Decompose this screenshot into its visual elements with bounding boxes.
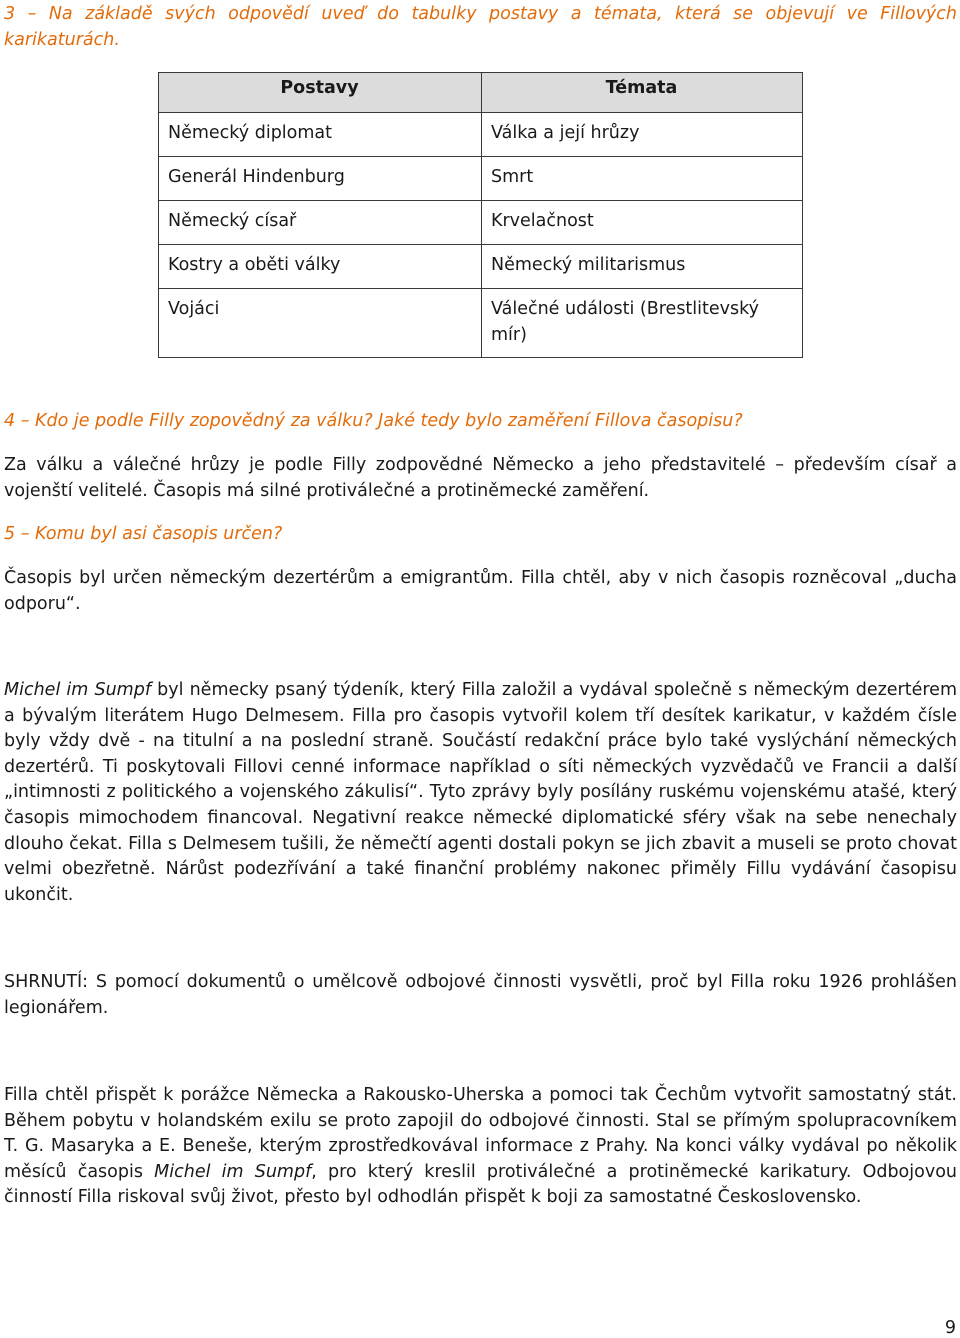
table-cell: Generál Hindenburg: [159, 157, 482, 201]
summary-text-1: Filla chtěl přispět k porážce Německa a Rakousko-Uherska a pomoci tak Čechům vytvořit samostatný stát. Během pobytu v holandském exilu se proto zapojil do odbojové činnosti. Stal se přímým spolupracovníkem T. G. Masaryka a E. Beneše, kterým zprostředkovával informace z Prahy. Na konci války vydával po několik měsíců časopis: [4, 1085, 957, 1182]
table-cell: Kostry a oběti války: [159, 245, 482, 289]
answer-4: Za válku a válečné hrůzy je podle Filly zodpovědné Německo a jeho představitelé – především císař a vojenští velitelé. Časopis má silné protiválečné a protiněmecké zaměření.: [4, 455, 957, 501]
table-cell: Německý císař: [159, 201, 482, 245]
table-cell: Válečné události (Brestlitevský mír): [482, 289, 803, 358]
table-row: [159, 201, 803, 245]
table-cell: Smrt: [482, 157, 803, 201]
michel-text: byl německy psaný týdeník, který Filla založil a vydával společně s německým dezertérem a bývalým literátem Hugo Delmesem. Filla pro časopis vytvořil kolem tří desítek karikatur, v každém čísle byly vždy dvě - na titulní a na poslední straně. Součástí redakční práce bylo také vyslýchání německých dezertérů. Ti poskytovali Fillovi cenné informace například o síti německých vyzvědačů ve Francii a další „intimnosti z politického a vojenského zákulisí“. Tyto zprávy byly posílány ruskému vojenskému atašé, který časopis mimochodem financoval. Negativní reakce německé diplomatické sféry však na sebe nenechaly dlouho čekat. Filla s Delmesem tušili, že němečtí agenti dostali pokyn se jich zbavit a museli se proto chovat velmi obezřetně. Nárůst podezřívání a také finanční problémy nakonec přiměly Fillu vydávání časopisu ukončit.: [4, 680, 957, 905]
table-row: [159, 157, 803, 201]
michel-paragraph: [4, 678, 957, 908]
table-cell: Válka a její hrůzy: [482, 113, 803, 157]
table-cell: Německý diplomat: [159, 113, 482, 157]
magazine-title: Michel im Sumpf: [154, 1161, 312, 1182]
answer-5: Časopis byl určen německým dezertérům a emigrantům. Filla chtěl, aby v nich časopis rozněcoval „ducha odporu“.: [4, 568, 957, 614]
summary-answer: [4, 1083, 957, 1211]
table-header-characters: Postavy: [159, 73, 482, 113]
characters-themes-table: [158, 72, 803, 358]
table-header-themes: Témata: [482, 73, 803, 113]
summary-task: SHRNUTÍ: S pomocí dokumentů o umělcově odbojové činnosti vysvětli, proč byl Filla roku 1926 prohlášen legionářem.: [4, 972, 957, 1018]
table-cell: Vojáci: [159, 289, 482, 358]
table-row: [159, 113, 803, 157]
table-row: [159, 245, 803, 289]
table-cell: Krvelačnost: [482, 201, 803, 245]
question-3: 3 – Na základě svých odpovědí uveď do tabulky postavy a témata, která se objevují ve Fillových karikaturách.: [4, 4, 957, 50]
page-number: 9: [944, 1318, 956, 1338]
table-cell: Německý militarismus: [482, 245, 803, 289]
table-row: [159, 289, 803, 358]
magazine-title: Michel im Sumpf: [4, 680, 151, 700]
summary-text-2: , pro který kreslil protiválečné a protiněmecké karikatury. Odbojovou činností Filla riskoval svůj život, přesto byl odhodlán přispět k boji za samostatné Československo.: [4, 1161, 957, 1208]
question-5: 5 – Komu byl asi časopis určen?: [4, 524, 283, 544]
question-4: 4 – Kdo je podle Filly zopovědný za válku? Jaké tedy bylo zaměření Fillova časopisu?: [4, 411, 743, 431]
